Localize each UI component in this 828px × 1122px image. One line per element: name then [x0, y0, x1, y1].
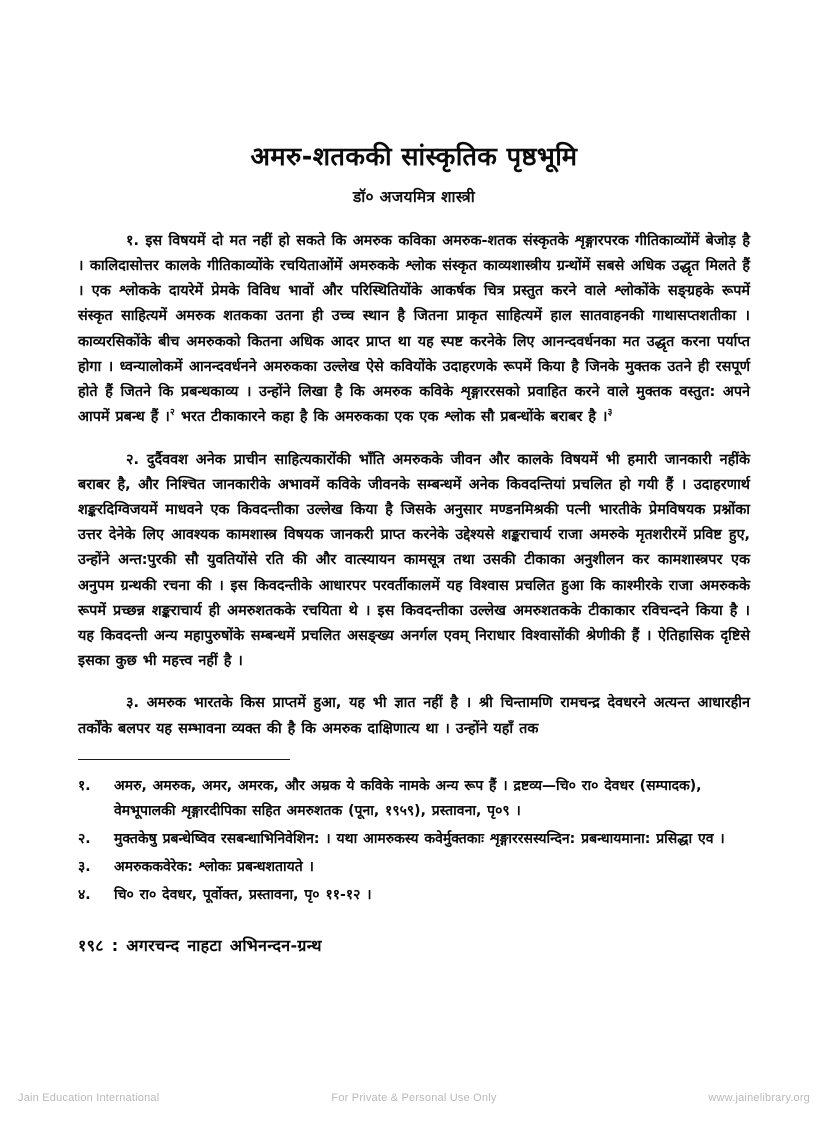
paragraph-1-continuation: भरत टीकाकारने कहा है कि अमरुकका एक एक श्लोक सौ प्रबन्धोंके बराबर है ।: [180, 409, 608, 426]
author-byline: डॉ० अजयमित्र शास्त्री: [352, 187, 476, 206]
footnote-item: [78, 855, 750, 880]
footnote-text: अमरुककवेरेक: श्लोकः प्रबन्धशतायते ।: [114, 858, 314, 875]
body-text: [78, 229, 750, 742]
running-page-line: १९८ : अगरचन्द नाहटा अभिनन्दन-ग्रन्थ: [78, 935, 322, 955]
paragraph-3: [78, 691, 750, 741]
footnote-item: [78, 883, 750, 908]
scan-footer: [0, 1092, 828, 1104]
footnote-list: [78, 774, 750, 908]
footnote-separator-rule: [78, 759, 290, 760]
page-title: अमरु-शतककी सांस्कृतिक पृष्ठभूमि: [250, 142, 578, 172]
scan-footer-left: Jain Education International: [18, 1092, 160, 1104]
scan-footer-right[interactable]: www.jainelibrary.org: [708, 1092, 810, 1104]
paragraph-2-text: २. दुर्दैववश अनेक प्राचीन साहित्यकारोंकी भाँति अमरुकके जीवन और कालके विषयमें भी हमारी जानकारी नहींके बराबर है, और निश्चित जानकारीके अभावमें कविके जीवनके सम्बन्धमें अनेक किवदन्तियां प्रचलित हो गयी हैं । उदाहरणार्थ शङ्करदिग्विजयमें माधवने एक किवदन्तीका उल्लेख किया है जिसके अनुसार मण्डनमिश्रकी पत्नी भारतीके प्रेमविषयक प्रश्नोंका उत्तर देनेके लिए आवश्यक कामशास्त्र विषयक जानकरी प्राप्त करनेके उद्देश्यसे शङ्कराचार्य राजा अमरुके मृतशरीरमें प्रविष्ट हुए, उन्होंने अन्त:पुरकी सौ युवतियोंसे रति की और वात्स्यायन कामसूत्र तथा उसकी टीकाका अनुशीलन कर कामशास्त्रपर एक अनुपम ग्रन्थकी रचना की । इस किवदन्तीके आधारपर परवर्तीकालमें यह विश्वास प्रचलित हुआ कि काश्मीरके राजा अमरुकके रूपमें प्रच्छन्न शङ्कराचार्य ही अमरुशतकके रचयिता थे । इस किवदन्तीका उल्लेख अमरुशतकके टीकाकार रविचन्दने किया है । यह किवदन्ती अन्य महापुरुषोंके सम्बन्धमें प्रचलित असङ्ख्य अनर्गल एवम् निराधार विश्वासोंकी श्रेणीकी हैं । ऐतिहासिक दृष्टिसे इसका कुछ भी महत्त्व नहीं है ।: [78, 451, 750, 670]
footnote-item: [78, 774, 750, 824]
footnote-number: १.: [78, 777, 91, 794]
page-content-column: [78, 0, 750, 956]
paragraph-3-text: ३. अमरुक भारतके किस प्राप्तमें हुआ, यह भी ज्ञात नहीं है । श्री चिन्तामणि रामचन्द्र देवधरने अत्यन्त आधारहीन तर्कोंके बलपर यह सम्भावना व्यक्त की है कि अमरुक दाक्षिणात्य था । उन्होंने यहाँ तक: [78, 695, 750, 737]
footnote-text: मुक्तकेषु प्रबन्धेष्विव रसबन्धाभिनिवेशिन: । यथा आमरुकस्य कवेर्मुक्तकाः शृङ्गाररसस्यन्दिन: प्रबन्धायमाना: प्रसिद्धा एव ।: [114, 830, 725, 847]
footnote-number: ३.: [78, 858, 91, 875]
footnote-text: अमरु, अमरुक, अमर, अमरक, और अम्रक ये कविके नामके अन्य रूप हैं । द्रष्टव्य—चि० रा० देवधर (सम्पादक), वेमभूपालकी शृङ्गारदीपिका सहित अमरुशतक (पूना, १९५९), प्रस्तावना, पृ०९ ।: [114, 777, 702, 819]
footnote-ref-2[interactable]: २: [169, 407, 175, 419]
footnote-number: ४.: [78, 886, 91, 903]
paragraph-1-text: १. इस विषयमें दो मत नहीं हो सकते कि अमरुक कविका अमरुक-शतक संस्कृतके शृङ्गारपरक गीतिकाव्योंमें बेजोड़ है । कालिदासोत्तर कालके गीतिकाव्योंके रचयिताओंमें अमरुकके श्लोक संस्कृत काव्यशास्त्रीय ग्रन्थोंमें सबसे अधिक उद्धृत मिलते हैं । एक श्लोकके दायरेमें प्रेमके विविध भावों और परिस्थितियोंके आकर्षक चित्र प्रस्तुत करने वाले श्लोकोंके सङ्ग्रहके रूपमें संस्कृत साहित्यमें अमरुक शतकका उतना ही उच्च स्थान है जितना प्राकृत साहित्यमें हाल सातवाहनकी गाथासप्तशतीका । काव्यरसिकोंके बीच अमरुकको कितना अधिक आदर प्राप्त था यह स्पष्ट करनेके लिए आनन्दवर्धनका मत उद्धृत करना पर्याप्त होगा । ध्वन्यालोकमें आनन्दवर्धनने अमरुकका उल्लेख ऐसे कवियोंके उदाहरणके रूपमें किया है जिनके मुक्तक उतने ही रसपूर्ण होते हैं जितने कि प्रबन्धकाव्य । उन्होंने लिखा है कि अमरुक कविके शृङ्गाररसको प्रवाहित करने वाले मुक्तक वस्तुत: अपने आपमें प्रबन्ध हैं ।: [78, 232, 750, 426]
paragraph-1: [78, 229, 750, 431]
footnote-text: चि० रा० देवधर, पूर्वोक्त, प्रस्तावना, पृ० ११-१२ ।: [114, 886, 372, 903]
footnote-item: [78, 827, 750, 852]
paragraph-2: [78, 448, 750, 675]
scan-footer-center: For Private & Personal Use Only: [331, 1092, 497, 1104]
footnote-ref-3[interactable]: ३: [607, 407, 613, 419]
footnote-number: २.: [78, 830, 91, 847]
title-block: [78, 0, 750, 207]
